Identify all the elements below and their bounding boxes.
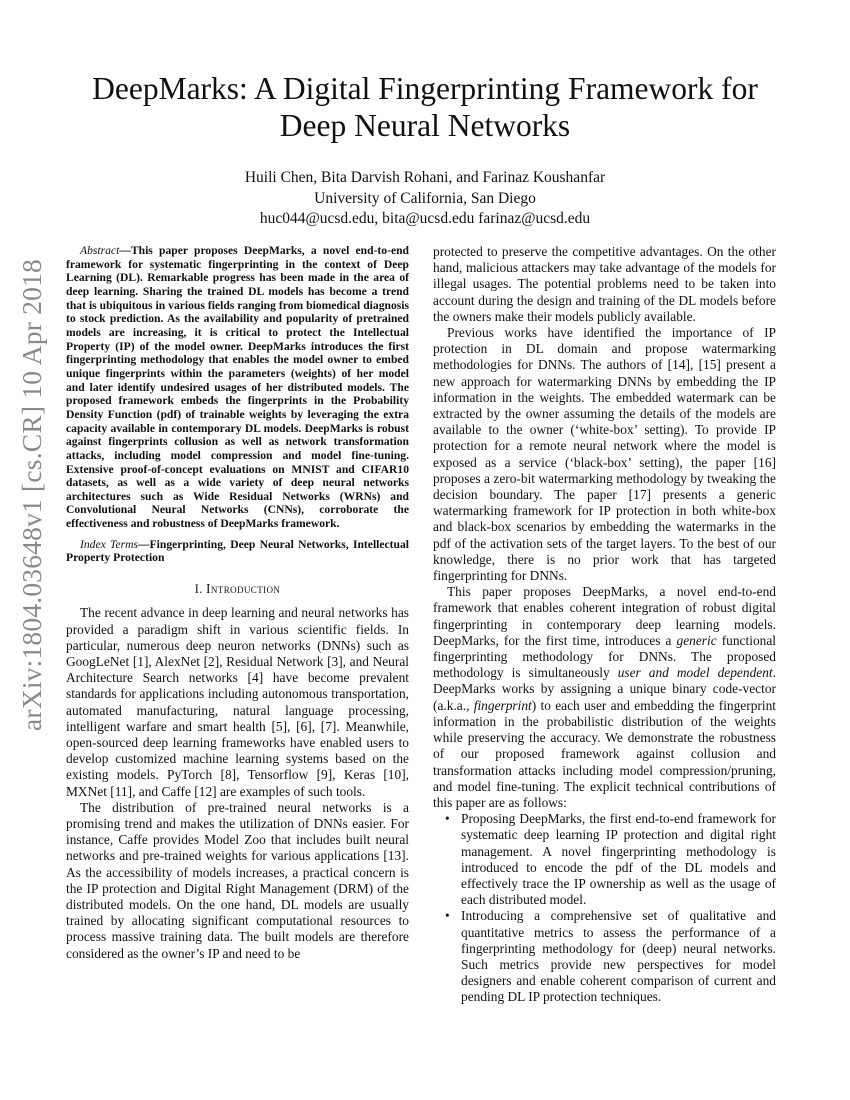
author-affiliation: University of California, San Diego	[314, 189, 536, 207]
list-item: • Introducing a comprehensive set of qualitative and quantitative metrics to assess the performance of a fingerprinting methodology for (deep) neural networks. Such metrics provide new perspectives for model designers and enable coherent comparison of current and pending DL IP protection techniques.	[461, 908, 776, 1005]
list-item: • Proposing DeepMarks, the first end-to-end framework for systematic deep learning IP protection and digital right management. A novel fingerprinting methodology is introduced to encode the pdf of the DL models and effectively trace the IP ownership as well as the usage of each distributed model.	[461, 811, 776, 908]
emphasis-text: fingerprint	[473, 697, 532, 713]
index-terms	[66, 538, 409, 565]
section-number: I.	[194, 582, 207, 597]
emphasis-text: generic	[676, 632, 717, 648]
paragraph-text: ) to each user and embedding the fingerprint information in the probabilistic distribution of the weights while preserving the accuracy. We demonstrate the robustness of our proposed framework against collusion and transformation attacks including model compression/pruning, and model fine-tuning. The explicit technical contributions of this paper are as follows:	[433, 697, 776, 810]
section-title: Introduction	[206, 581, 281, 597]
paper-title: DeepMarks: A Digital Fingerprinting Framework for Deep Neural Networks	[92, 71, 758, 143]
section-heading-introduction	[66, 581, 409, 597]
arxiv-identifier-stamp	[8, 258, 56, 732]
intro-paragraph-2-continued: protected to preserve the competitive advantages. On the other hand, malicious attackers may take advantage of the models for illegal usages. The potential problems need to be taken into account during the design and training of the DL models before the owners make their models publicly available.	[433, 244, 776, 324]
arxiv-id-text: arXiv:1804.03648v1 [cs.CR] 10 Apr 2018	[16, 258, 48, 732]
left-column	[66, 244, 409, 962]
paragraph-text: This paper proposes DeepMarks, a novel end-to-end framework that enables coherent integration of robust digital fingerprinting in contemporary deep learning models. DeepMarks, for the first time, introduces a	[433, 584, 776, 648]
intro-paragraph-1: The recent advance in deep learning and neural networks has provided a paradigm shift in various scientific fields. In particular, numerous deep neuron networks (DNNs) such as GoogLeNet [1], AlexNet [2], Residual Network [3], and Neural Architecture Search networks [4] have become prevalent standards for applications including autonomous transportation, automated manufacturing, natural language processing, intelligent warfare and smart health [5], [6], [7]. Meanwhile, open-sourced deep learning frameworks have enabled users to develop customized machine learning systems based on the existing models. PyTorch [8], Tensorflow [9], Keras [10], MXNet [11], and Caffe [12] are examples of such tools.	[66, 605, 409, 799]
right-column	[433, 244, 776, 1006]
paragraph-text: . DeepMarks works by assigning a unique binary code-vector (a.k.a.,	[433, 665, 776, 713]
contributions-list	[433, 811, 776, 1005]
abstract-text: —This paper proposes DeepMarks, a novel end-to-end framework for systematic fingerprinting in the context of Deep Learning (DL). Remarkable progress has been made in the area of deep learning. Sharing the trained DL models has become a trend that is ubiquitous in various fields ranging from biomedical diagnosis to stock prediction. As the availability and popularity of pretrained models are increasing, it is critical to protect the Intellectual Property (IP) of the model owner. DeepMarks introduces the first fingerprinting methodology that enables the model owner to embed unique fingerprints within the parameters (weights) of her model and later identify undesired usages of her distributed models. The proposed framework embeds the fingerprints in the Probability Density Function (pdf) of trainable weights by leveraging the extra capacity available in contemporary DL models. DeepMarks is robust against fingerprints collusion as well as network transformation attacks, including model compression and model fine-tuning. Extensive proof-of-concept evaluations on MNIST and CIFAR10 datasets, as well as a wide variety of deep neural networks architectures such as Wide Residual Networks (WRNs) and Convolutional Neural Networks (CNNs), corroborate the effectiveness and robustness of DeepMarks framework.	[66, 244, 409, 531]
abstract-label: Abstract	[80, 244, 120, 257]
intro-paragraph-4	[433, 584, 776, 811]
abstract	[66, 244, 409, 531]
paragraph-text: functional fingerprinting methodology for DNNs. The proposed methodology is simultaneously	[433, 632, 776, 681]
intro-paragraph-3: Previous works have identified the importance of IP protection in DL domain and propose watermarking methodologies for DNNs. The authors of [14], [15] present a new approach for watermarking DNNs by embedding the IP information in the weights. The embedded watermark can be extracted by the owner assuming the details of the models are available to the owner (‘white-box’ setting). To provide IP protection for a remote neural network where the model is exposed as a service (‘black-box’ setting), the paper [16] proposes a zero-bit watermarking methodology by tweaking the decision boundary. The paper [17] presents a generic watermarking framework for IP protection in both white-box and black-box scenarios by embedding the watermarks in the pdf of the activation sets of the target layers. To the best of our knowledge, there is no prior work that has targeted fingerprinting for DNNs.	[433, 325, 776, 584]
author-names: Huili Chen, Bita Darvish Rohani, and Farinaz Koushanfar	[244, 169, 606, 186]
index-terms-label: Index Terms	[80, 537, 138, 551]
intro-paragraph-2: The distribution of pre-trained neural networks is a promising trend and makes the utilization of DNNs easier. For instance, Caffe provides Model Zoo that includes built neural networks and pre-trained weights for various applications [13]. As the accessibility of models increases, a practical concern is the IP protection and Digital Right Management (DRM) of the distributed models. On the one hand, DL models are usually trained by allocating significant computational resources to process massive training data. The built models are therefore considered as the owner’s IP and need to be	[66, 799, 409, 961]
author-block	[60, 168, 790, 230]
emphasis-text: user and model dependent	[617, 665, 773, 681]
index-terms-text: —Fingerprinting, Deep Neural Networks, Intellectual Property Protection	[66, 537, 409, 565]
author-emails: huc044@ucsd.edu, bita@ucsd.edu farinaz@ucsd.edu	[259, 210, 591, 227]
